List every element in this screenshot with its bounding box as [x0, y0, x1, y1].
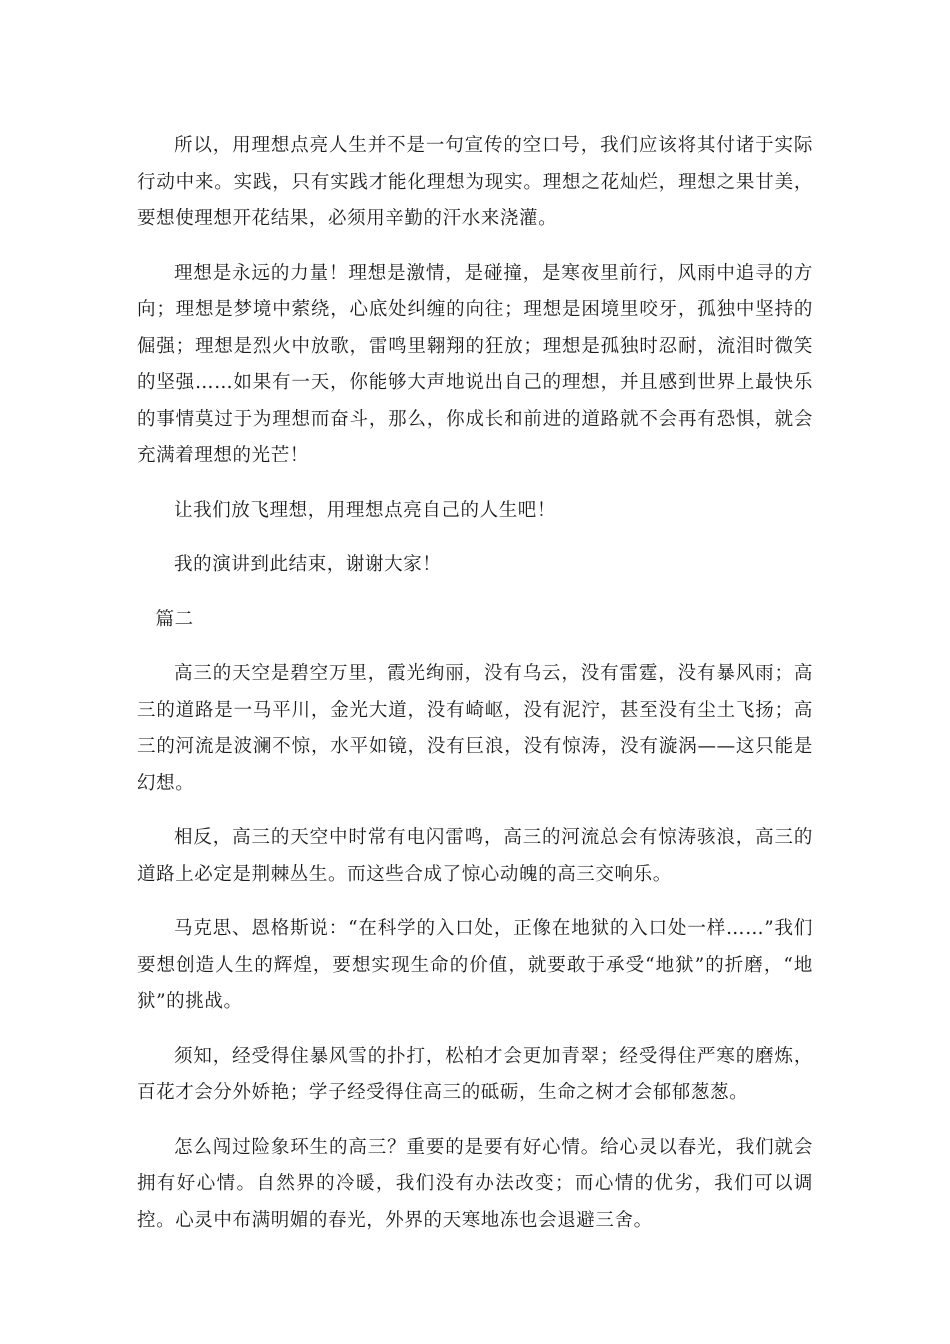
paragraph-ideal-power: 理想是永远的力量！理想是激情，是碰撞，是寒夜里前行，风雨中追寻的方向；理想是梦境中萦绕，心底处纠缠的向往；理想是困境里咬牙，孤独中坚持的倔强；理想是烈火中放歌，雷鸣里翱翔的狂放；理想是孤独时忍耐，流泪时微笑的坚强……如果有一天，你能够大声地说出自己的理想，并且感到世界上最快乐的事情莫过于为理想而奋斗，那么，你成长和前进的道路就不会再有恐惧，就会充满着理想的光芒！: [137, 262, 813, 466]
paragraph-on-the-contrary: 相反，高三的天空中时常有电闪雷鸣，高三的河流总会有惊涛骇浪，高三的道路上必定是荆棘丛生。而这些合成了惊心动魄的高三交响乐。: [137, 827, 813, 885]
paragraph-let-us-fly: 让我们放飞理想，用理想点亮自己的人生吧！: [174, 499, 557, 521]
paragraph-closing: 我的演讲到此结束，谢谢大家！: [174, 554, 442, 575]
paragraph-practice: 所以，用理想点亮人生并不是一句宣传的空口号，我们应该将其付诸于实际行动中来。实践，只有实践才能化理想为现实。理想之花灿烂，理想之果甘美，要想使理想开花结果，必须用辛勤的汗水来浇灌。: [137, 135, 813, 229]
paragraph-marx-engels-quote: 马克思、恩格斯说：“在科学的入口处，正像在地狱的入口处一样……”我们要想创造人生的辉煌，要想实现生命的价值，就要敢于承受“地狱”的折磨，“地狱”的挑战。: [137, 918, 813, 1012]
paragraph-good-mood: 怎么闯过险象环生的高三？重要的是要有好心情。给心灵以春光，我们就会拥有好心情。自然界的冷暖，我们没有办法改变；而心情的优劣，我们可以调控。心灵中布满明媚的春光，外界的天寒地冻也会退避三舍。: [137, 1136, 813, 1231]
document-body: [137, 128, 813, 1257]
paragraph-senior-year-sky: 高三的天空是碧空万里，霞光绚丽，没有乌云，没有雷霆，没有暴风雨；高三的道路是一马平川，金光大道，没有崎岖，没有泥泞，甚至没有尘土飞扬；高三的河流是波澜不惊，水平如镜，没有巨浪，没有惊涛，没有漩涡——这只能是幻想。: [137, 663, 813, 794]
paragraph-withstand: 须知，经受得住暴风雪的扑打，松柏才会更加青翠；经受得住严寒的磨炼，百花才会分外娇艳；学子经受得住高三的砥砺，生命之树才会郁郁葱葱。: [137, 1045, 813, 1103]
section-heading: 篇二: [155, 608, 194, 630]
